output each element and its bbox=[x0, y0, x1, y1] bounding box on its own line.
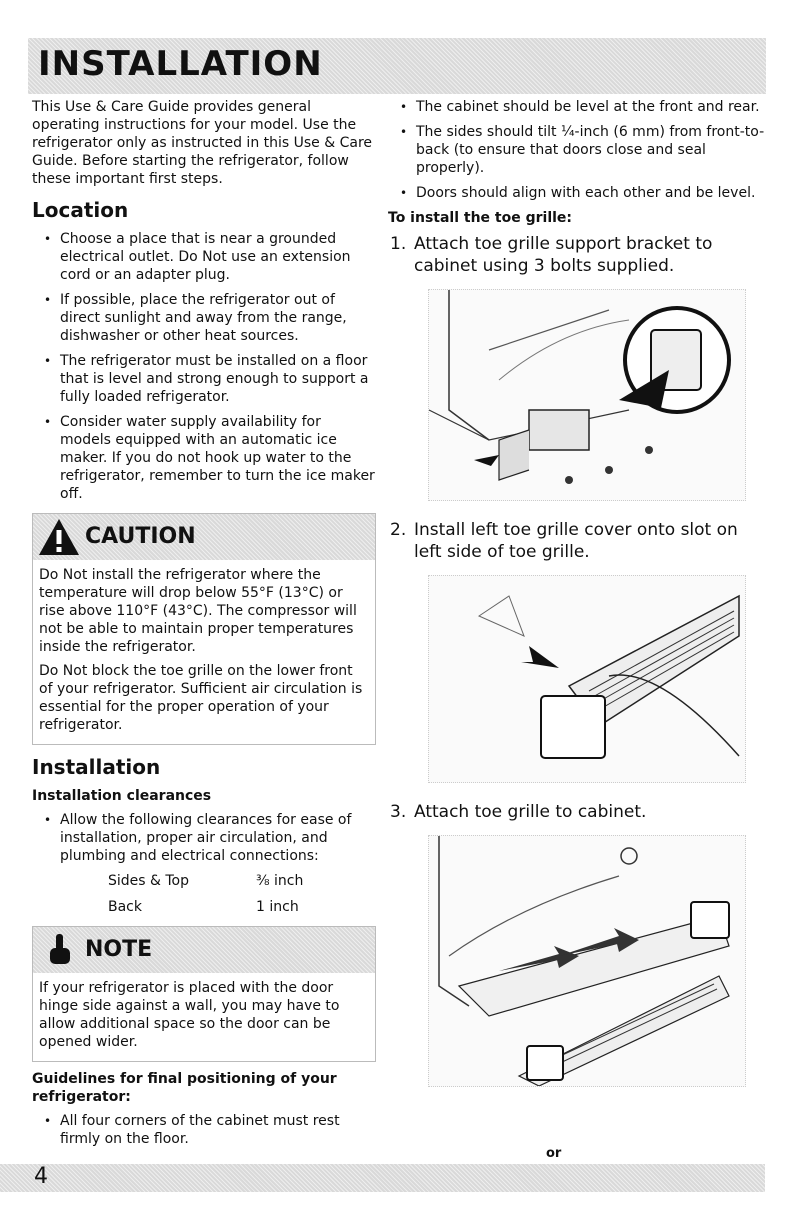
clearance-row bbox=[32, 872, 376, 890]
clearance-label: Sides & Top bbox=[108, 873, 190, 889]
step-number: 2. bbox=[390, 520, 407, 540]
list-item: • Consider water supply availability for models equipped with an automatic ice maker. If you do not hook up water to the refrigerator, remember to turn the ice maker off. bbox=[32, 413, 376, 503]
clearance-label: Back bbox=[108, 899, 142, 915]
caution-header bbox=[33, 514, 375, 560]
positioning-list bbox=[388, 98, 768, 202]
clearance-row bbox=[32, 898, 376, 916]
page-number: 4 bbox=[34, 1164, 48, 1189]
clearance-value: 1 inch bbox=[256, 899, 299, 915]
list-item: • Allow the following clearances for ease of installation, proper air circulation, and plumbing and electrical connections: bbox=[32, 811, 376, 865]
attach-grille-illustration bbox=[428, 835, 746, 1087]
page-footer bbox=[0, 1164, 765, 1192]
toe-grille-heading: To install the toe grille: bbox=[388, 210, 573, 226]
section-title: INSTALLATION bbox=[38, 44, 323, 84]
list-item: • Doors should align with each other and be level. bbox=[388, 184, 768, 202]
left-column bbox=[32, 98, 376, 1155]
installation-list bbox=[32, 811, 376, 865]
location-heading: Location bbox=[32, 198, 129, 222]
guidelines-heading: Guidelines for final positioning of your refrigerator: bbox=[32, 1071, 337, 1105]
note-text: If your refrigerator is placed with the door hinge side against a wall, you may have to allow additional space so the door can be opened wider. bbox=[39, 980, 340, 1050]
or-label: or bbox=[546, 1146, 562, 1161]
list-item: • Choose a place that is near a grounded electrical outlet. Do Not use an extension cord or an adapter plug. bbox=[32, 230, 376, 284]
step-number: 1. bbox=[390, 234, 407, 254]
step-number: 3. bbox=[390, 802, 407, 822]
note-header bbox=[33, 927, 375, 973]
bracket-illustration bbox=[428, 289, 746, 501]
pointing-hand-icon bbox=[45, 932, 75, 968]
list-item: • All four corners of the cabinet must rest firmly on the floor. bbox=[32, 1112, 376, 1148]
note-box bbox=[32, 926, 376, 1062]
clearance-value: ⅜ inch bbox=[256, 873, 304, 889]
guidelines-list bbox=[32, 1112, 376, 1148]
step-3 bbox=[388, 801, 768, 823]
step-text: Install left toe grille cover onto slot on left side of toe grille. bbox=[414, 520, 738, 562]
installation-heading: Installation bbox=[32, 755, 161, 779]
location-list bbox=[32, 230, 376, 503]
warning-icon bbox=[37, 517, 81, 557]
list-item: • The cabinet should be level at the front and rear. bbox=[388, 98, 768, 116]
caution-label: CAUTION bbox=[85, 524, 196, 549]
step-text: Attach toe grille support bracket to cabinet using 3 bolts supplied. bbox=[414, 234, 713, 276]
step-2 bbox=[388, 519, 768, 563]
section-banner bbox=[28, 38, 766, 94]
right-column bbox=[388, 98, 768, 1091]
list-item: • The sides should tilt ¼-inch (6 mm) from front-to-back (to ensure that doors close and seal properly). bbox=[388, 123, 768, 177]
caution-text-2: Do Not block the toe grille on the lower front of your refrigerator. Sufficient air circulation is essential for the proper operation of your refrigerator. bbox=[39, 663, 363, 733]
caution-text-1: Do Not install the refrigerator where the temperature will drop below 55°F (13°C) or rise above 110°F (43°C). The compressor will not be able to maintain proper temperatures inside the refrigerator. bbox=[39, 567, 357, 655]
caution-box bbox=[32, 513, 376, 745]
grille-cover-illustration bbox=[428, 575, 746, 783]
intro-paragraph: This Use & Care Guide provides general operating instructions for your model. Use the refrigerator only as instructed in this Use & Care Guide. Before starting the refrigerator, follow these important first steps. bbox=[32, 99, 373, 187]
note-label: NOTE bbox=[85, 937, 153, 962]
clearances-subheading: Installation clearances bbox=[32, 788, 212, 804]
list-item: • If possible, place the refrigerator out of direct sunlight and away from the range, dishwasher or other heat sources. bbox=[32, 291, 376, 345]
step-1 bbox=[388, 233, 768, 277]
step-text: Attach toe grille to cabinet. bbox=[414, 802, 647, 822]
list-item: • The refrigerator must be installed on a floor that is level and strong enough to support a fully loaded refrigerator. bbox=[32, 352, 376, 406]
